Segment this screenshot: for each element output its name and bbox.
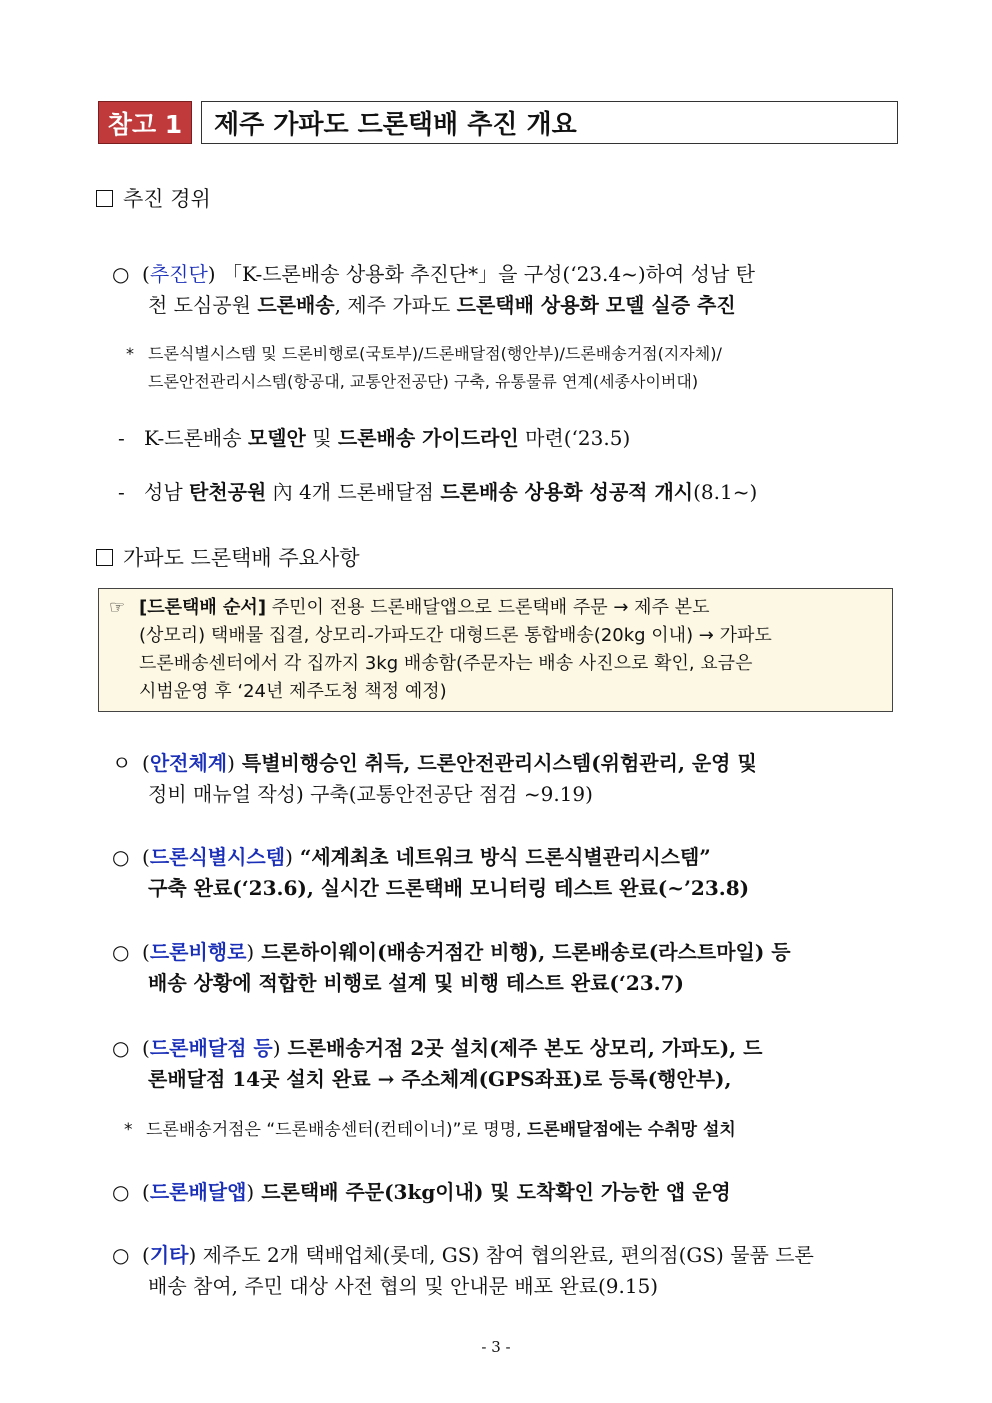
bullet-circle-icon: ○: [112, 940, 130, 964]
bullet-circle-icon: ○: [112, 1243, 130, 1267]
page-number: - 3 -: [481, 1338, 511, 1356]
bullet-circle-icon: ○: [112, 845, 130, 869]
bullet-circle-icon: ○: [112, 1180, 130, 1204]
list-item-delivery-points: ○ (드론배달점 등) 드론배송거점 2곳 설치(제주 본도 상모리, 가파도), 드 론배달점 14곳 설치 완료 → 주소체계(GPS좌표)로 등록(행안부),: [112, 1033, 898, 1095]
item-label: 드론배달앱: [149, 1180, 247, 1204]
section-heading-main-points: [96, 542, 360, 572]
sub-item-model: - K-드론배송 모델안 및 드론배송 가이드라인 마련(‘23.5): [118, 426, 631, 450]
footnote-delivery-center: * 드론배송거점은 “드론배송센터(컨테이너)”로 명명, 드론배달점에는 수취망 설치: [124, 1116, 904, 1144]
bullet-circle-icon: ○: [112, 1036, 130, 1060]
item-label: 기타: [149, 1243, 189, 1267]
section-heading-text: 가파도 드론택배 주요사항: [123, 546, 360, 570]
footnote: * 드론식별시스템 및 드론비행로(국토부)/드론배달점(행안부)/드론배송거점(지자체)/ 드론안전관리시스템(항공대, 교통안전공단) 구축, 유통물류 연계(세종사이버대): [126, 340, 906, 396]
item-label: 드론배달점 등: [149, 1036, 273, 1060]
list-item-identification: ○ (드론식별시스템) “세계최초 네트워크 방식 드론식별관리시스템” 구축 완료(‘23.6), 실시간 드론택배 모니터링 테스트 완료(~’23.8): [112, 842, 898, 904]
item-label: 드론비행로: [149, 940, 247, 964]
checkbox-square-icon: [96, 549, 113, 566]
list-item-other: ○ (기타) 제주도 2개 택배업체(롯데, GS) 참여 협의완료, 편의점(GS) 물품 드론 배송 참여, 주민 대상 사전 협의 및 안내문 배포 완료(9.15): [112, 1240, 898, 1302]
item-label: 안전체계: [149, 751, 228, 775]
reference-tag: 참고 1: [98, 101, 192, 144]
bullet-circle-icon: ○: [112, 262, 130, 286]
pointing-hand-icon: ☞: [109, 597, 126, 618]
list-item-safety: ㅇ (안전체계) 특별비행승인 취득, 드론안전관리시스템(위험관리, 운영 및 정비 매뉴얼 작성) 구축(교통안전공단 점검 ~9.19): [112, 748, 898, 810]
item-label: 드론식별시스템: [149, 845, 286, 869]
sub-item-launch: - 성남 탄천공원 內 4개 드론배달점 드론배송 상용화 성공적 개시(8.1~): [118, 480, 758, 504]
dash-icon: -: [118, 426, 125, 450]
section-heading-text: 추진 경위: [123, 187, 211, 211]
list-item-flight-route: ○ (드론비행로) 드론하이웨이(배송거점간 비행), 드론배송로(라스트마일) 등 배송 상황에 적합한 비행로 설계 및 비행 테스트 완료(‘23.7): [112, 937, 898, 999]
bullet-circle-icon: ㅇ: [112, 751, 132, 775]
dash-icon: -: [118, 480, 125, 504]
item-text: 「K-드론배송 상용화 추진단*」을 구성(‘23.4~)하여 성남 탄: [221, 262, 755, 286]
list-item-task-force: ○ (추진단) 「K-드론배송 상용화 추진단*」을 구성(‘23.4~)하여 성남 탄 천 도심공원 드론배송, 제주 가파도 드론택배 상용화 모델 실증 추진: [112, 259, 898, 321]
section-heading-background: [96, 183, 211, 213]
list-item-delivery-app: ○ (드론배달앱) 드론택배 주문(3kg이내) 및 도착확인 가능한 앱 운영: [112, 1177, 898, 1208]
item-label: 추진단: [149, 262, 208, 286]
checkbox-square-icon: [96, 190, 113, 207]
asterisk-icon: *: [124, 1120, 133, 1140]
page-title: 제주 가파도 드론택배 추진 개요: [201, 101, 898, 144]
delivery-process-box: ☞ [드론택배 순서] 주민이 전용 드론배달앱으로 드론택배 주문 → 제주 본도 (상모리) 택배물 집결, 상모리-가파도간 대형드론 통합배송(20kg 이내) → 가파도 드론배송센터에서 각 집까지 3kg 배송함(주문자는 배송 사진으로 확인, 요금은 시범운영 후 ‘24년 제주도청 책정 예정): [98, 588, 893, 712]
asterisk-icon: *: [126, 344, 134, 363]
